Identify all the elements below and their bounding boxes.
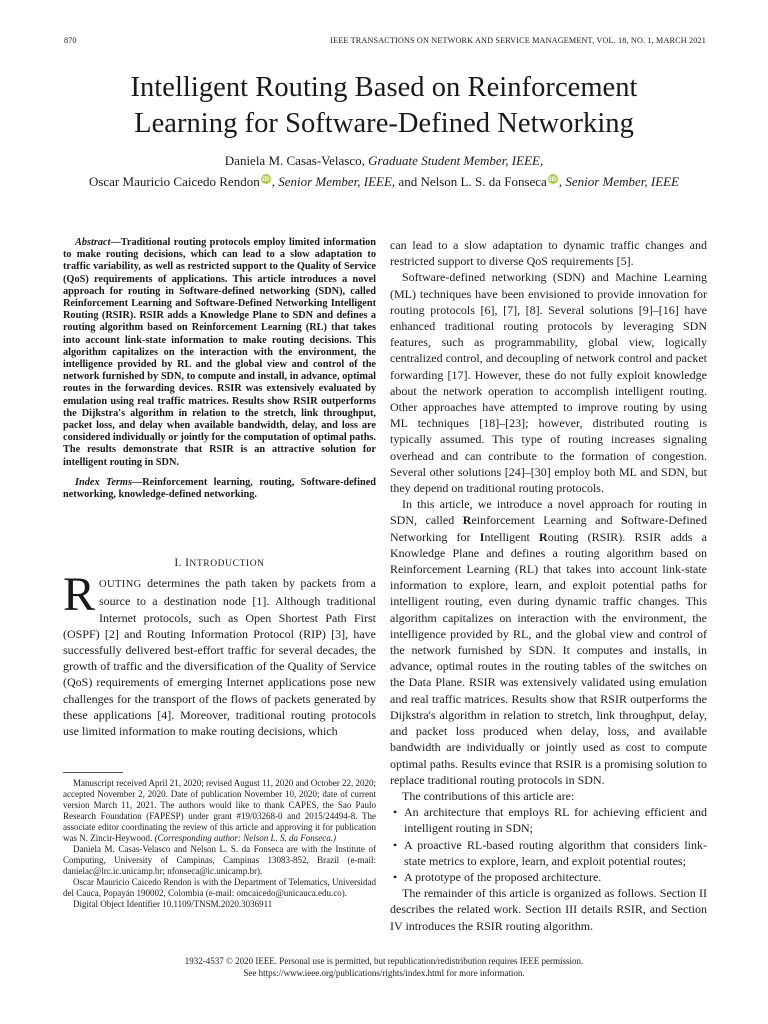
journal-header: IEEE TRANSACTIONS ON NETWORK AND SERVICE MANAGEMENT, VOL. 18, NO. 1, MARCH 2021 (330, 36, 706, 45)
list-item: • A proactive RL-based routing algorithm that considers link-state metrics to explore, learn, and exploit potential routes; (393, 837, 707, 868)
footnote-affiliation-1: Daniela M. Casas-Velasco and Nelson L. S. da Fonseca are with the Institute of Computing, University of Campinas, Campinas 13083-852, Brazil (e-mail: danielac@lrc.ic.unicamp.br; nfonseca@ic.unicamp.br). (63, 844, 376, 876)
contributions-list (390, 804, 707, 885)
author-conjunction: and (398, 174, 418, 189)
bullet-icon: • (393, 837, 398, 852)
author-role-3: Senior Member, IEEE (565, 174, 680, 189)
left-column (63, 237, 376, 739)
author-role-1: Graduate Student Member, IEEE, (368, 153, 544, 168)
paragraph-organization: The remainder of this article is organized as follows. Section II describes the related work. Section III details RSIR, and Section IV introduces the RSIR routing algorithm. (390, 886, 707, 933)
abstract-label: Abstract— (75, 237, 121, 248)
footnote-manuscript: Manuscript received April 21, 2020; revised August 11, 2020 and October 22, 2020; accepted November 2, 2020. Date of publication November 10, 2020; date of current version March 11, 2021. The authors would like to thank CAPES, the Sao Paulo Research Foundation (FAPESP) under grant #19/03268-0 and 2015/24494-8. The associate editor coordinating the review of this article and approving it for publication was N. Zincir-Heywood. (Corresponding author: Nelson L. S. da Fonseca.) (63, 778, 376, 843)
footnote (63, 778, 376, 910)
list-item: • An architecture that employs RL for achieving efficient and intelligent routing in SDN; (393, 805, 707, 836)
section-heading (63, 557, 376, 569)
paragraph-contributions-intro: The contributions of this article are: (402, 788, 575, 803)
abstract-text: Traditional routing protocols employ limited information to make routing decisions, which can lead to a slow adaptation to traffic variability, as well as restricted support to the Quality of Service (QoS) requirements of applications. This article introduces a novel approach for routing in Software-defined networking (SDN), called Reinforcement Learning and Software-Defined Networking Intelligent Routing (RSIR). RSIR adds a Knowledge Plane to SDN and defines a routing algorithm based on Reinforcement Learning (RL) that takes into account link-state information to make routing decisions. This algorithm capitalizes on the interaction with the environment, the intelligence provided by RL and the global view and control of the network furnished by SDN, to compute and install, in advance, optimal routes in the forwarding devices. RSIR was extensively evaluated by emulation using real traffic matrices. Results show RSIR outperforms the Dijkstra's algorithm in relation to the stretch, link throughput, packet loss, and delay when available bandwidth, delay, and loss are considered individually or jointly for the computation of optimal paths. The results demonstrate that RSIR is an attractive solution for intelligent routing in SDN. (63, 237, 376, 468)
bullet-icon: • (393, 869, 398, 884)
paragraph-sdn-ml: Software-defined networking (SDN) and Machine Learning (ML) techniques have been envisioned to provide innovation for routing protocols [6], [7], [8]. Several solutions [9]–[16] have enhanced traditional routing protocols by leveraging SDN features, such as programmability, global view, logically centralized control, and decoupling of network control and packet forwarding [17]. However, these do not fully exploit knowledge about the network operation to accomplish intelligent routing. Other approaches have attempted to improve routing by using ML techniques [18]–[23]; however, distributed routing is typically assumed. This type of routing increases signaling overhead and can contribute to the formation of congestion. Several other solutions [24]–[30] employ both ML and SDN, but they depend on traditional routing protocols. (390, 270, 707, 496)
index-terms-label: Index Terms— (75, 476, 143, 488)
section-title-initial: I (185, 557, 190, 570)
author-line-1 (0, 150, 768, 171)
author-line-2: Oscar Mauricio Caicedo Rendon iD , Senior Member, IEEE, and Nelson L. S. da Fonseca iD , Senior Member, IEEE (88, 174, 680, 189)
copyright-footer (0, 956, 768, 979)
index-terms (63, 477, 376, 501)
right-column-text (390, 237, 707, 934)
bullet-icon: • (393, 805, 398, 820)
author-name-1: Daniela M. Casas-Velasco, (224, 153, 365, 168)
orcid-icon[interactable]: iD (261, 175, 270, 183)
author-name-3: Nelson L. S. da Fonseca (420, 174, 547, 189)
intro-first-word: OUTING (99, 579, 142, 591)
abstract (63, 237, 376, 469)
right-column (390, 237, 707, 934)
author-role-2: Senior Member, IEEE, (278, 174, 396, 189)
paragraph-rsir: In this article, we introduce a novel approach for routing in SDN, called Reinforcement Learning and Software-Defined Networking for Intelligent Routing (RSIR). RSIR adds a Knowledge Plane and defines a routing algorithm based on Reinforcement Learning (RL) that takes into account link-state information to explore, learn, and exploit potential paths for intelligent routing, even during dynamic traffic changes. This algorithm capitalizes on interaction with the environment, the intelligence provided by RL, and the global view and control of the network furnished by SDN. It computes and installs, in advance, optimal routes in the routing tables of the switches on the Data Plane. RSIR was extensively validated using emulation and real traffic matrices. Results show that RSIR outperforms the Dijkstra's algorithm in relation to stretch, link throughput, delay, and packet loss produced when delay, loss, and available bandwidth are individually or jointly used as cost to compute optimal paths. Results evince that RSIR is a promising solution to replace traditional routing protocols in SDN. (390, 497, 708, 787)
orcid-icon[interactable]: iD (549, 175, 557, 183)
footnote-doi: Digital Object Identifier 10.1109/TNSM.2020.3036911 (73, 899, 273, 909)
author-name-2: Oscar Mauricio Caicedo Rendon (88, 174, 260, 189)
rights-link-line[interactable]: See https://www.ieee.org/publications/rights/index.html for more information. (243, 967, 525, 978)
footnote-rule (63, 772, 123, 773)
title-line-2: Learning for Software-Defined Networking (134, 108, 634, 139)
intro-text: determines the path taken by packets from a source to a destination node [1]. Although traditional Internet protocols, such as Open Shortest Path First (OSPF) [2] and Routing Information Protocol (RIP) [3], have successfully delivered best-effort traffic for several decades, the growth of traffic and the diversification of the Quality of Service (QoS) requirements of emerging Internet applications pose new challenges for the transport of the flows of packets generated by these applications [4]. Moreover, traditional routing protocols use limited information to make routing decisions, which (63, 576, 376, 739)
index-terms-text: Reinforcement learning, routing, Software-defined networking, knowledge-defined networking. (63, 476, 376, 501)
paragraph-continued: can lead to a slow adaptation to dynamic traffic changes and restricted support to diverse QoS requirements [5]. (390, 238, 707, 269)
footnote-affiliation-2: Oscar Mauricio Caicedo Rendon is with the Department of Telematics, Universidad del Cauca, Popayán 190002, Colombia (e-mail: omcaicedo@unicauca.edu.co). (63, 877, 376, 898)
author-list (0, 150, 768, 192)
section-title-rest: NTRODUCTION (189, 559, 265, 570)
section-number: I. (174, 557, 182, 570)
drop-cap: R (63, 568, 96, 622)
page-number: 870 (64, 36, 77, 45)
copyright-line: 1932-4537 © 2020 IEEE. Personal use is permitted, but republication/redistribution requires IEEE permission. (184, 956, 584, 966)
list-item: • A prototype of the proposed architecture. (393, 869, 602, 884)
title-line-1: Intelligent Routing Based on Reinforcement (130, 72, 638, 103)
intro-paragraph (63, 568, 376, 739)
paper-title (0, 70, 768, 142)
